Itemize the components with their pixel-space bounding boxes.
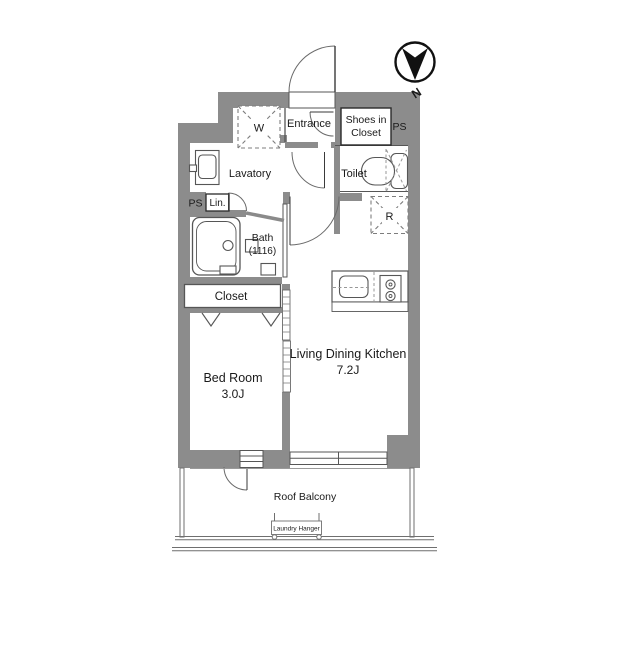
wall-bottom-right-block — [387, 435, 420, 468]
label-ps-left: PS — [188, 197, 203, 210]
label-roof-balcony: Roof Balcony — [273, 491, 337, 503]
ldk-door-arc — [290, 197, 339, 246]
bedroom-window-frame — [240, 451, 263, 468]
lavatory-sink-faucet — [190, 165, 197, 172]
label-ldk-line1: Living Dining Kitchen — [289, 347, 407, 361]
bath-faucet-circle — [223, 241, 233, 251]
label-bath-line1: Bath — [251, 232, 274, 244]
sliding-panel-1 — [283, 290, 291, 340]
entrance-door-arc — [289, 46, 335, 92]
label-laundry-hanger: Laundry Hanger — [273, 525, 320, 533]
wall-bath-corridor-stub — [283, 192, 290, 204]
label-closet: Closet — [214, 291, 248, 303]
wall-bath-closet — [190, 277, 282, 284]
bath-step — [220, 266, 236, 274]
label-shoes-line2: Closet — [351, 127, 381, 139]
bath-counter — [261, 264, 276, 276]
wall-top-right-band — [335, 92, 420, 108]
closet-hanger-v2 — [262, 313, 280, 326]
lavatory-sink-basin — [199, 155, 217, 179]
closet-hanger-v1 — [202, 313, 220, 326]
laundry-post-right-foot — [317, 535, 322, 540]
label-toilet: Toilet — [341, 168, 367, 180]
windows — [240, 451, 387, 468]
label-ps-top: PS — [392, 121, 407, 133]
label-lavatory: Lavatory — [228, 168, 272, 180]
entrance-area — [206, 92, 391, 211]
sliding-door — [283, 290, 291, 392]
lavatory-door-arc — [292, 152, 325, 188]
wall-bottom-pier — [263, 450, 290, 468]
label-ldk-line2: 7.2J — [336, 363, 360, 377]
linen-door-arc — [229, 193, 247, 211]
wall-toilet-left — [334, 148, 340, 193]
compass-n-label: N — [409, 84, 424, 102]
wall-bed-ldk-bottom — [282, 392, 290, 450]
label-fridge: R — [385, 211, 394, 223]
wall-bottom-left — [178, 450, 240, 468]
wall-bed-ldk-top — [282, 284, 290, 290]
label-bedroom-line1: Bed Room — [203, 371, 263, 385]
bath-right-wall — [283, 204, 287, 277]
balcony-right-rail — [410, 468, 414, 537]
label-shoes-line1: Shoes in — [345, 114, 387, 126]
balcony — [172, 468, 437, 551]
label-bath-line2: (1116) — [248, 246, 277, 257]
label-entrance: Entrance — [286, 118, 332, 130]
label-lin: Lin. — [209, 198, 226, 209]
kitchen-counter-front — [332, 302, 408, 312]
label-washer: W — [253, 122, 265, 135]
wall-genkan-left — [285, 142, 318, 148]
laundry-post-left-foot — [272, 535, 277, 540]
balcony-left-rail — [180, 468, 184, 537]
bath-door-leaf — [246, 213, 284, 221]
wall-toilet-stub-h — [334, 193, 362, 201]
bedroom-balcony-door-arc — [224, 467, 247, 490]
wall-right — [408, 145, 420, 445]
wall-toilet-stub-v — [334, 201, 340, 234]
entrance-opening — [289, 92, 335, 108]
label-bedroom-line2: 3.0J — [221, 387, 245, 401]
